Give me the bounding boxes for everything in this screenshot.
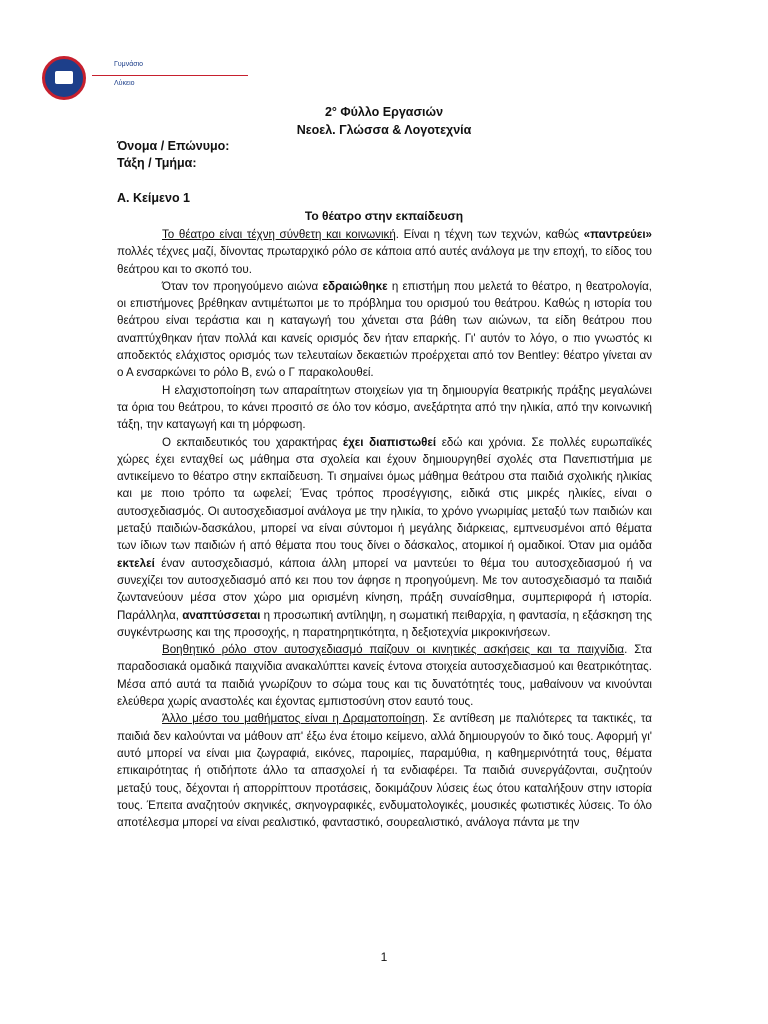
bold-word: αναπτύσσεται [182,608,261,622]
logo-divider [92,75,248,76]
paragraph-text: η προσωπική αντίληψη, η σωματική πειθαρχία, η φαντασία, η εξάσκηση της συγκέντρωσης και της προσοχής, η παρατηρητικότητα, η δεξιοτεχνία μικροκινήσεων. [117,608,653,639]
logo-text-gymnasium: Γυμνάσιο [114,61,144,68]
bold-word: «παντρεύει» [583,228,652,241]
bold-word: έχει διαπιστωθεί [342,435,437,449]
paragraph-4 [117,434,652,642]
paragraph-3: Η ελαχιστοποίηση των απαραίτητων στοιχείων για τη δημιουργία θεατρικής πράξης μεγαλώνει τα όρια του θεάτρου, το κάνει προσιτό σε όλο τον κόσμο, ανεξάρτητα από την ηλικία, από την κοινωνική τάξη, την καταγωγή και τη μόρφωση. [117,383,652,432]
underlined-phrase: Άλλο μέσο του μαθήματος είναι η Δραματοποίηση [162,712,425,726]
paragraph-text: η επιστήμη που μελετά το θέατρο, η θεατρολογία, οι επιστήμονες βρέθηκαν αντιμέτωποι με το πρόβλημα του ορισμού του θεάτρου. Καθώς η ιστορία του θεάτρου είναι τεράστια και η καταγωγή του χάνεται στα βάθη των αιώνων, τα είδη θεάτρου που αναπτύχθηκαν ήταν πολλά και κανείς ορισμός δεν ήταν επαρκής. Γι' αυτόν το λόγο, ο πιο γνωστός κι αποδεκτός ελάχιστος ορισμός των τελευταίων δεκαετιών προέρχεται από τον Bentley: θέατρο γίνεται αν ο Α ενσαρκώνει το ρόλο Β, ενώ ο Γ παρακολουθεί. [117,279,652,380]
paragraph-5 [117,641,652,710]
paragraph-text: Ο εκπαιδευτικός του χαρακτήρας [162,435,343,449]
paragraph-text: Όταν τον προηγούμενο αιώνα [162,279,323,293]
paragraph-text: . Είναι η τέχνη των τεχνών, καθώς [395,228,584,241]
paragraph-1 [117,226,652,278]
class-field-label: Τάξη / Τμήμα: [117,156,197,170]
name-field-label: Όνομα / Επώνυμο: [117,139,230,153]
paragraph-text: εδώ και χρόνια. Σε πολλές ευρωπαϊκές χώρες έχει ενταχθεί ως μάθημα στα σχολεία και έχουν δημιουργηθεί σχολές στα Πανεπιστήμια με αντικείμενο το θέατρο στην εκπαίδευση. Τι σημαίνει όμως μάθημα θεάτρου στα παιδιά σχολικής ηλικίας και με ποιο τρόπο τα ωφελεί; Ένας τρόπος προσέγγισης, ειδικά στις μικρές ηλικίες, είναι ο αυτοσχεδιασμός. Οι αυτοσχεδιασμοί ανάλογα με την ηλικία, το χρόνο γνωριμίας μεταξύ των παιδιών και μεταξύ παιδιών-δασκάλου, μπορεί να είναι σύντομοι ή μεγάλης διάρκειας, εμπνευσμένοι από θέματα των ίδιων των παιδιών ή από θέματα που τους δίνει ο δάσκαλος, ατομικοί ή ομαδικοί. Όταν μια ομάδα [117,435,652,553]
bold-word: εδραιώθηκε [322,279,388,293]
page-number: 1 [380,950,388,964]
paragraph-text: πολλές τέχνες μαζί, δίνοντας πρωταρχικό ρόλο σε κάποια από αυτές ανάλογα με την εποχή, το είδος του θεάτρου και το σκοπό του. [117,245,652,276]
underlined-phrase: Βοηθητικό ρόλο στον αυτοσχεδιασμό παίζουν οι κινητικές ασκήσεις και τα παιχνίδια [162,643,625,657]
text-title: Το θέατρο στην εκπαίδευση [304,209,464,223]
worksheet-title: 2° Φύλλο Εργασιών [324,105,444,119]
logo-text-lyceum: Λύκειο [114,80,135,87]
paragraph-text: . Σε αντίθεση με παλιότερες τα τακτικές, τα παιδιά δεν καλούνται να μάθουν απ' έξω ένα έτοιμο κείμενο, αλλά δημιουργούν το δικό τους. Αφορμή γι' αυτό μπορεί να είναι μια ζωγραφιά, εικόνες, παροιμίες, παραμύθια, η καθημερινότητά τους, θέματα επικαιρότητας ή οτιδήποτε άλλο τα απασχολεί ή τα ενδιαφέρει. Τα παιδιά συνεργάζονται, συζητούν μεταξύ τους, δέχονται ή απορρίπτουν προτάσεις, δοκιμάζουν λύσεις έως ότου καταλήξουν στην ιστορία τους. Έπειτα αναζητούν σκηνικές, σκηνογραφικές, ενδυματολογικές, μουσικές φωτιστικές λύσεις. Το όλο αποτέλεσμα μπορεί να είναι ρεαλιστικό, φανταστικό, σουρεαλιστικό, ανάλογα πάντα με την [117,712,652,830]
worksheet-subtitle: Νεοελ. Γλώσσα & Λογοτεχνία [296,123,472,137]
paragraph-2 [117,278,652,382]
school-logo [42,56,202,106]
article-body [117,226,652,831]
paragraph-6 [117,710,652,831]
paragraph-text: . Στα παραδοσιακά ομαδικά παιχνίδια ανακαλύπτει κανείς έντονα στοιχεία αυτοσχεδιασμού και θεατρικότητας. Μέσα από αυτά τα παιδιά γνωρίζουν το σώμα τους και τις δυνατότητές τους, μαθαίνουν να κινούνται ελεύθερα χωρίς αναστολές και έχοντας εμπιστοσύνη στον εαυτό τους. [117,643,652,709]
school-emblem-icon [42,56,86,100]
section-heading: Α. Κείμενο 1 [117,191,190,205]
underlined-phrase: Το θέατρο είναι τέχνη σύνθετη και κοινωνική [162,228,396,241]
bold-word: εκτελεί [117,556,155,570]
paragraph-text: έναν αυτοσχεδιασμό, κάποια άλλη μπορεί να μαντεύει το θέμα του αυτοσχεδιασμού ή να συνεχίζει τον αυτοσχεδιασμό από κει που τον άφησε η προηγούμενη. Με τον αυτοσχεδιασμό τα παιδιά ζωντανεύουν μέσα στον χώρο μια ορισμένη κίνηση, πράξη συναίσθημα, συμπεριφορά ή ιστορία. Παράλληλα, [117,556,652,622]
